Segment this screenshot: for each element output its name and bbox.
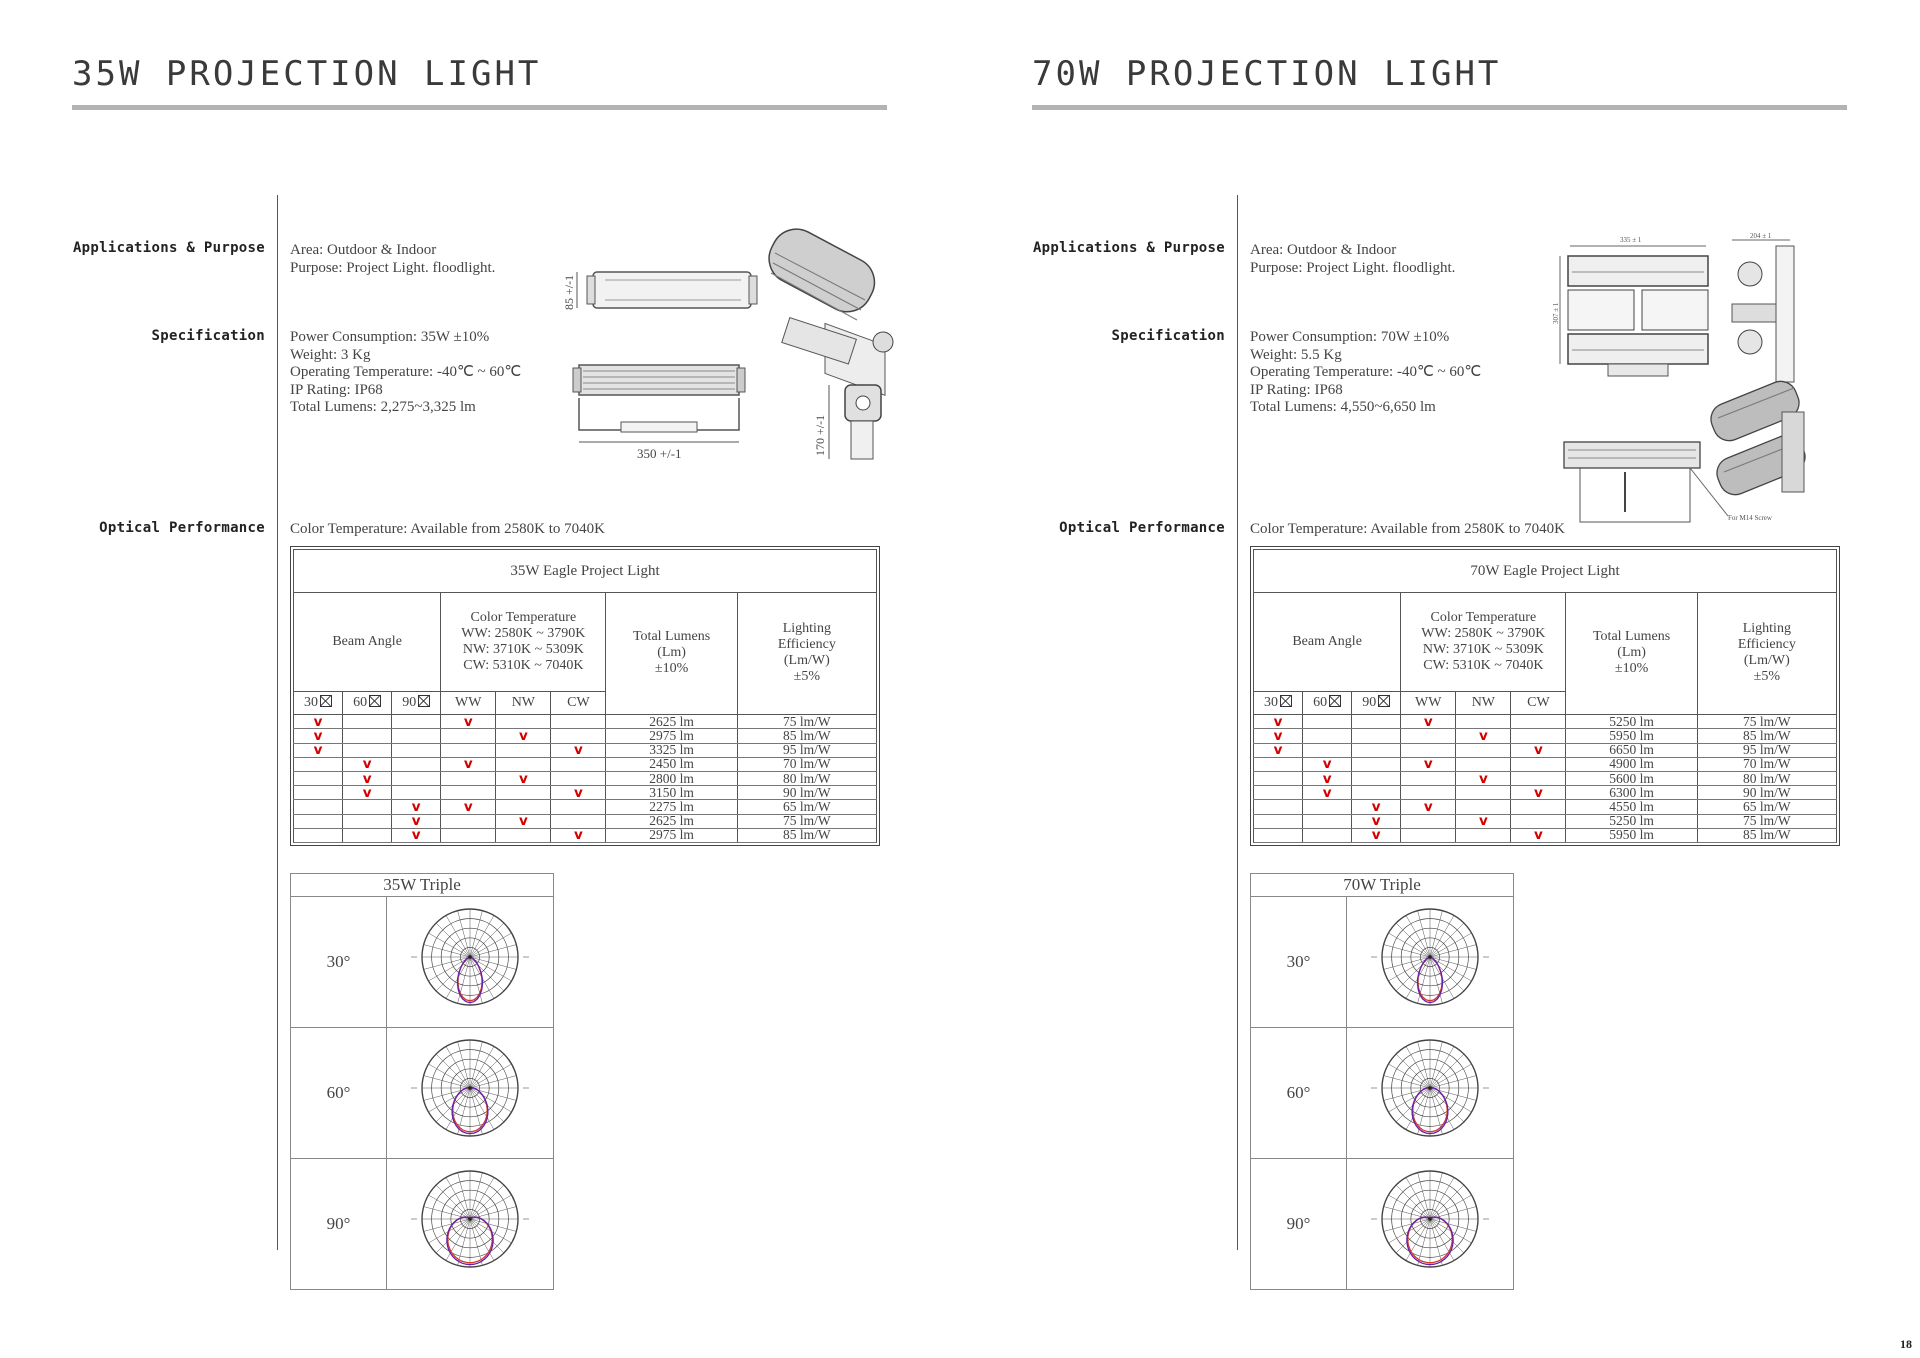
page-title: 35W PROJECTION LIGHT [72, 54, 542, 94]
beam-option-60: 60 [343, 691, 392, 714]
polar-chart [409, 1032, 531, 1154]
lumens-cell: 2975 lm [606, 828, 737, 842]
polar-row-90 [291, 1159, 553, 1289]
table-row [294, 729, 877, 743]
beam-check-mark: v [343, 786, 392, 800]
polar-plot [387, 1028, 553, 1158]
temp-option-ww: WW [1401, 691, 1456, 714]
temp-check-mark: v [1401, 757, 1456, 771]
efficiency-cell: 85 lm/W [737, 828, 876, 842]
beam-check-mark: v [1254, 743, 1303, 757]
temp-option-ww: WW [441, 691, 496, 714]
table-row [1254, 814, 1837, 828]
beam-check-mark: v [1352, 828, 1401, 842]
table-row [1254, 772, 1837, 786]
temp-check-mark: v [1511, 786, 1566, 800]
beam-check-mark: v [1352, 814, 1401, 828]
applications-text: Area: Outdoor & Indoor Purpose: Project Light. floodlight. [290, 242, 496, 276]
drawing-depth-label: 170 +/-1 [813, 414, 827, 456]
efficiency-cell: 95 lm/W [1697, 743, 1836, 757]
lumens-cell: 5950 lm [1566, 828, 1697, 842]
efficiency-cell: 75 lm/W [737, 814, 876, 828]
optical-text: Color Temperature: Available from 2580K to 7040K [1250, 521, 1565, 537]
title-divider [1032, 105, 1847, 110]
efficiency-cell: 80 lm/W [1697, 772, 1836, 786]
lumens-table [290, 546, 880, 846]
temp-check-mark: v [441, 757, 496, 771]
checkbox-icon [369, 695, 381, 707]
product-drawing [562, 230, 900, 465]
temp-option-cw: CW [1511, 691, 1566, 714]
beam-check-mark: v [392, 828, 441, 842]
efficiency-cell: 65 lm/W [1697, 800, 1836, 814]
beam-angle-header: Beam Angle [294, 592, 441, 691]
beam-option-90: 90 [1352, 691, 1401, 714]
lumens-table [1250, 546, 1840, 846]
table-caption: 35W Eagle Project Light [294, 550, 877, 593]
beam-check-mark: v [1352, 800, 1401, 814]
efficiency-cell: 65 lm/W [737, 800, 876, 814]
beam-check-mark: v [343, 757, 392, 771]
table-row [1254, 757, 1837, 771]
beam-check-mark: v [1303, 757, 1352, 771]
temp-check-mark: v [441, 715, 496, 729]
section-divider [1237, 195, 1238, 1250]
temp-check-mark: v [551, 786, 606, 800]
lumens-cell: 3325 lm [606, 743, 737, 757]
polar-plot [1347, 897, 1513, 1027]
polar-plot [387, 897, 553, 1027]
polar-plot [1347, 1159, 1513, 1289]
lumens-cell: 2975 lm [606, 729, 737, 743]
checkbox-icon [320, 695, 332, 707]
checkbox-icon [418, 695, 430, 707]
table-row [294, 814, 877, 828]
polar-caption: 70W Triple [1251, 874, 1513, 897]
temp-check-mark: v [1511, 743, 1566, 757]
total-lumens-header: Total Lumens (Lm) ±10% [1566, 592, 1697, 715]
polar-diagram-table [290, 873, 554, 1290]
polar-chart [1369, 1032, 1491, 1154]
lumens-cell: 4900 lm [1566, 757, 1697, 771]
lumens-cell: 2275 lm [606, 800, 737, 814]
title-divider [72, 105, 887, 110]
lumens-cell: 5250 lm [1566, 715, 1697, 729]
polar-caption: 35W Triple [291, 874, 553, 897]
applications-label: Applications & Purpose [1032, 240, 1225, 256]
temp-check-mark: v [1456, 729, 1511, 743]
table-row [294, 772, 877, 786]
beam-angle-label: 60° [1251, 1028, 1347, 1158]
color-temperature-header: Color Temperature WW: 2580K ~ 3790K NW: 3710K ~ 5309K CW: 5310K ~ 7040K [1401, 592, 1566, 691]
product-drawing [1550, 232, 1805, 528]
polar-chart [1369, 1163, 1491, 1285]
checkbox-icon [1329, 695, 1341, 707]
drawing-width-label: 335 ± 1 [1620, 236, 1642, 244]
efficiency-cell: 70 lm/W [737, 757, 876, 771]
beam-angle-label: 30° [1251, 897, 1347, 1027]
polar-row-60 [291, 1028, 553, 1159]
efficiency-cell: 90 lm/W [737, 786, 876, 800]
efficiency-cell: 90 lm/W [1697, 786, 1836, 800]
temp-option-cw: CW [551, 691, 606, 714]
beam-option-90: 90 [392, 691, 441, 714]
temp-check-mark: v [1401, 715, 1456, 729]
page-title: 70W PROJECTION LIGHT [1032, 54, 1502, 94]
beam-check-mark: v [294, 729, 343, 743]
specification-label: Specification [1111, 328, 1225, 344]
optical-label: Optical Performance [1059, 520, 1225, 536]
table-row [1254, 786, 1837, 800]
temp-check-mark: v [1456, 772, 1511, 786]
temp-option-nw: NW [1456, 691, 1511, 714]
beam-angle-label: 90° [291, 1159, 387, 1289]
efficiency-cell: 75 lm/W [1697, 814, 1836, 828]
beam-check-mark: v [1254, 715, 1303, 729]
section-divider [277, 195, 278, 1250]
lumens-cell: 3150 lm [606, 786, 737, 800]
table-row [1254, 800, 1837, 814]
lumens-cell: 6650 lm [1566, 743, 1697, 757]
beam-angle-label: 90° [1251, 1159, 1347, 1289]
beam-check-mark: v [392, 800, 441, 814]
beam-option-30: 30 [1254, 691, 1303, 714]
temp-check-mark: v [1456, 814, 1511, 828]
table-row [294, 743, 877, 757]
optical-text: Color Temperature: Available from 2580K to 7040K [290, 521, 605, 537]
lumens-cell: 5950 lm [1566, 729, 1697, 743]
table-row [294, 800, 877, 814]
polar-diagram-table [1250, 873, 1514, 1290]
efficiency-cell: 85 lm/W [1697, 729, 1836, 743]
table-row [1254, 743, 1837, 757]
beam-angle-label: 30° [291, 897, 387, 1027]
table-row [294, 828, 877, 842]
lumens-cell: 2800 lm [606, 772, 737, 786]
page-number: 18 [1900, 1337, 1912, 1351]
polar-plot [387, 1159, 553, 1289]
temp-check-mark: v [551, 828, 606, 842]
lumens-cell: 2625 lm [606, 814, 737, 828]
polar-row-90 [1251, 1159, 1513, 1289]
efficiency-cell: 75 lm/W [1697, 715, 1836, 729]
lumens-cell: 5250 lm [1566, 814, 1697, 828]
optical-label: Optical Performance [99, 520, 265, 536]
efficiency-cell: 95 lm/W [737, 743, 876, 757]
checkbox-icon [1280, 695, 1292, 707]
beam-option-60: 60 [1303, 691, 1352, 714]
lumens-cell: 2450 lm [606, 757, 737, 771]
temp-check-mark: v [496, 814, 551, 828]
specification-label: Specification [151, 328, 265, 344]
beam-check-mark: v [392, 814, 441, 828]
polar-chart [409, 901, 531, 1023]
beam-check-mark: v [343, 772, 392, 786]
temp-option-nw: NW [496, 691, 551, 714]
specification-text: Power Consumption: 70W ±10% Weight: 5.5 Kg Operating Temperature: -40℃ ~ 60℃ IP Rating: IP68 Total Lumens: 4,550~6,650 lm [1250, 329, 1482, 415]
drawing-screw-label: For M14 Screw [1728, 514, 1772, 522]
drawing-height-label: 307 ± 1 [1552, 302, 1560, 324]
beam-option-30: 30 [294, 691, 343, 714]
beam-check-mark: v [1254, 729, 1303, 743]
temp-check-mark: v [441, 800, 496, 814]
table-row [294, 786, 877, 800]
beam-angle-header: Beam Angle [1254, 592, 1401, 691]
temp-check-mark: v [496, 729, 551, 743]
checkbox-icon [1378, 695, 1390, 707]
efficiency-cell: 70 lm/W [1697, 757, 1836, 771]
beam-angle-label: 60° [291, 1028, 387, 1158]
total-lumens-header: Total Lumens (Lm) ±10% [606, 592, 737, 715]
table-row [294, 757, 877, 771]
drawing-height-label: 85 +/-1 [562, 274, 576, 310]
lumens-cell: 4550 lm [1566, 800, 1697, 814]
temp-check-mark: v [1511, 828, 1566, 842]
table-caption: 70W Eagle Project Light [1254, 550, 1837, 593]
lumens-cell: 5600 lm [1566, 772, 1697, 786]
lighting-efficiency-header: Lighting Efficiency (Lm/W) ±5% [737, 592, 876, 715]
table-row [1254, 715, 1837, 729]
temp-check-mark: v [1401, 800, 1456, 814]
temp-check-mark: v [496, 772, 551, 786]
efficiency-cell: 85 lm/W [1697, 828, 1836, 842]
table-row [1254, 828, 1837, 842]
polar-row-60 [1251, 1028, 1513, 1159]
efficiency-cell: 80 lm/W [737, 772, 876, 786]
specification-text: Power Consumption: 35W ±10% Weight: 3 Kg Operating Temperature: -40℃ ~ 60℃ IP Rating: IP68 Total Lumens: 2,275~3,325 lm [290, 329, 522, 415]
beam-check-mark: v [1303, 772, 1352, 786]
page-70w [960, 0, 1920, 1358]
lumens-cell: 2625 lm [606, 715, 737, 729]
color-temperature-header: Color Temperature WW: 2580K ~ 3790K NW: 3710K ~ 5309K CW: 5310K ~ 7040K [441, 592, 606, 691]
table-row [1254, 729, 1837, 743]
drawing-length-label: 350 +/-1 [637, 446, 682, 461]
drawing-side-label: 204 ± 1 [1750, 232, 1772, 240]
polar-chart [1369, 901, 1491, 1023]
beam-check-mark: v [294, 715, 343, 729]
lumens-cell: 6300 lm [1566, 786, 1697, 800]
beam-check-mark: v [1303, 786, 1352, 800]
polar-chart [409, 1163, 531, 1285]
beam-check-mark: v [294, 743, 343, 757]
polar-row-30 [1251, 897, 1513, 1028]
applications-text: Area: Outdoor & Indoor Purpose: Project Light. floodlight. [1250, 242, 1456, 276]
lighting-efficiency-header: Lighting Efficiency (Lm/W) ±5% [1697, 592, 1836, 715]
temp-check-mark: v [551, 743, 606, 757]
applications-label: Applications & Purpose [72, 240, 265, 256]
polar-plot [1347, 1028, 1513, 1158]
polar-row-30 [291, 897, 553, 1028]
table-row [294, 715, 877, 729]
efficiency-cell: 75 lm/W [737, 715, 876, 729]
efficiency-cell: 85 lm/W [737, 729, 876, 743]
